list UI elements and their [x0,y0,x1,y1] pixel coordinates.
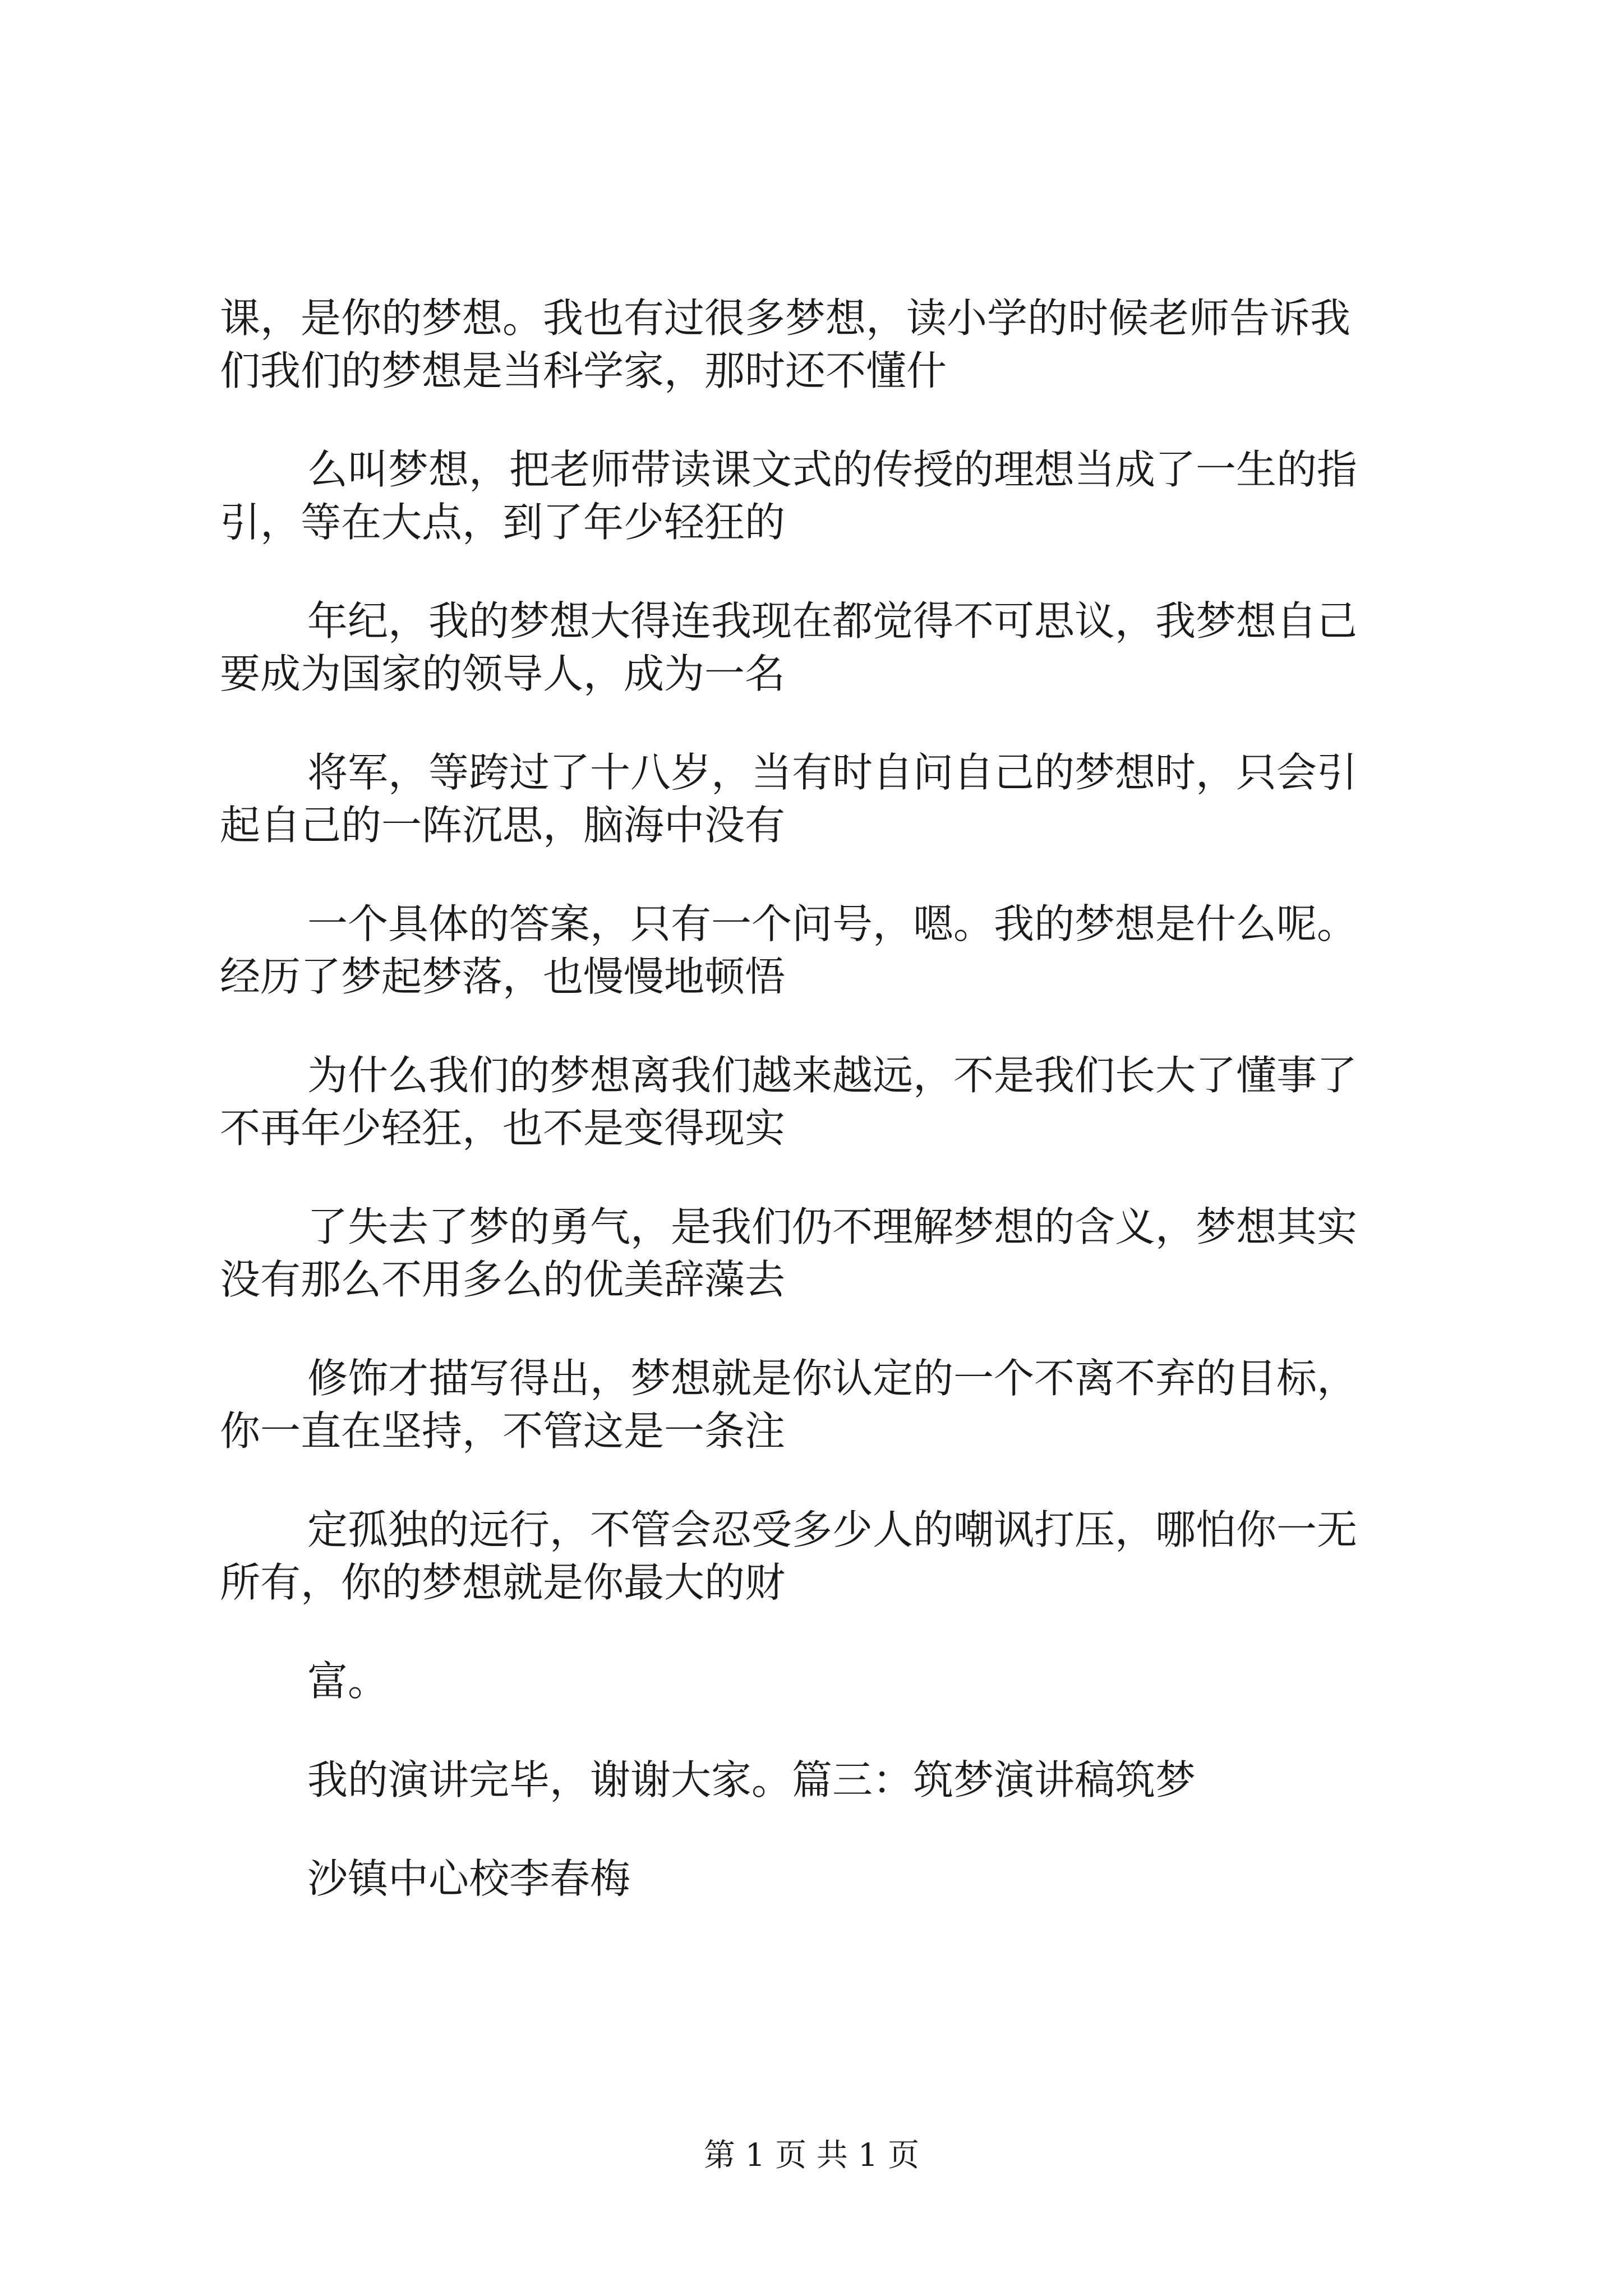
text-line: 年纪，我的梦想大得连我现在都觉得不可思议，我梦想自己 [307,597,1358,645]
text-line: 经历了梦起梦落，也慢慢地顿悟 [220,953,786,1000]
text-line: 不再年少轻狂，也不是变得现实 [220,1105,786,1152]
text-line: 没有那么不用多么的优美辞藻去 [220,1256,786,1303]
document-body [220,292,1420,1905]
text-line: 么叫梦想，把老师带读课文式的传授的理想当成了一生的指 [307,446,1358,493]
page-footer: 第 1 页 共 1 页 [703,2137,920,2174]
text-line: 引，等在大点，到了年少轻狂的 [220,499,786,546]
text-line: 你一直在坚持，不管这是一条注 [220,1407,786,1455]
text-line: 要成为国家的领导人，成为一名 [220,650,786,697]
text-line: 起自己的一阵沉思，脑海中没有 [220,802,786,849]
text-line: 所有，你的梦想就是你最大的财 [220,1559,786,1606]
text-line: 为什么我们的梦想离我们越来越远，不是我们长大了懂事了 [307,1052,1358,1099]
text-line: 沙镇中心校李春梅 [307,1855,631,1902]
text-line: 富。 [307,1658,389,1705]
text-line: 将军，等跨过了十八岁，当有时自问自己的梦想时，只会引 [307,749,1358,796]
text-line: 我的演讲完毕，谢谢大家。篇三：筑梦演讲稿筑梦 [307,1756,1196,1803]
text-line: 了失去了梦的勇气，是我们仍不理解梦想的含义，梦想其实 [307,1203,1358,1250]
text-line: 一个具体的答案，只有一个问号，嗯。我的梦想是什么呢。 [307,900,1358,947]
text-line: 课，是你的梦想。我也有过很多梦想，读小学的时候老师告诉我 [220,295,1351,342]
text-line: 修饰才描写得出，梦想就是你认定的一个不离不弃的目标， [307,1355,1358,1402]
text-line: 定孤独的远行，不管会忍受多少人的嘲讽打压，哪怕你一无 [307,1506,1358,1553]
text-line: 们我们的梦想是当科学家，那时还不懂什 [220,347,947,394]
